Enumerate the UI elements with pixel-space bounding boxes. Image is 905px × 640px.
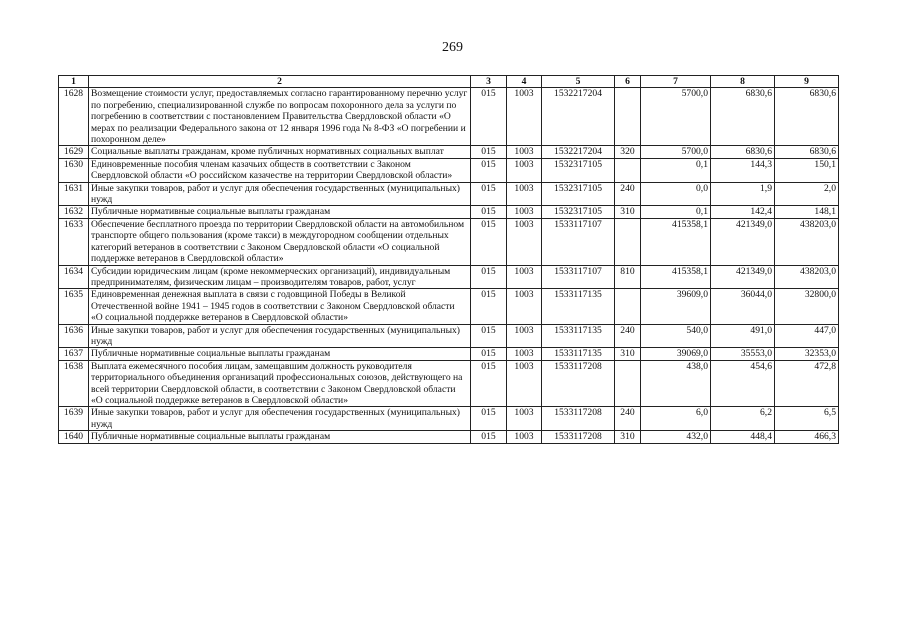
value-8: 421349,0 — [711, 218, 775, 265]
value-7: 0,1 — [641, 206, 711, 218]
value-7: 438,0 — [641, 360, 711, 407]
value-8: 6,2 — [711, 407, 775, 431]
column-header-5: 5 — [542, 76, 615, 88]
value-8: 36044,0 — [711, 289, 775, 324]
value-7: 415358,1 — [641, 218, 711, 265]
code-3: 015 — [471, 265, 507, 289]
row-description: Иные закупки товаров, работ и услуг для обеспечения государственных (муниципальных) нужд — [89, 407, 471, 431]
code-6: 240 — [615, 182, 641, 206]
code-5: 1533117208 — [542, 431, 615, 443]
code-6 — [615, 158, 641, 182]
code-6: 240 — [615, 324, 641, 348]
value-7: 432,0 — [641, 431, 711, 443]
code-5: 1533117135 — [542, 348, 615, 360]
row-description: Возмещение стоимости услуг, предоставляемых согласно гарантированному перечню услуг по погребению, специализированной службе по вопросам похоронного дела за услуги по погребению в соответствии с постановлением Правительства Свердловской области «О мерах по реализации Федерального закона от 12 января 1996 года № 8-ФЗ «О погребении и похоронном деле» — [89, 88, 471, 146]
code-5: 1533117135 — [542, 324, 615, 348]
value-9: 148,1 — [775, 206, 839, 218]
code-3: 015 — [471, 218, 507, 265]
code-4: 1003 — [507, 182, 542, 206]
value-7: 39069,0 — [641, 348, 711, 360]
code-5: 1533117208 — [542, 360, 615, 407]
row-description: Единовременные пособия членам казачьих обществ в соответствии с Законом Свердловской области «О российском казачестве на территории Свердловской области» — [89, 158, 471, 182]
value-9: 2,0 — [775, 182, 839, 206]
header-row — [59, 76, 839, 88]
table-row — [59, 218, 839, 265]
row-description: Иные закупки товаров, работ и услуг для обеспечения государственных (муниципальных) нужд — [89, 182, 471, 206]
value-9: 466,3 — [775, 431, 839, 443]
value-7: 0,0 — [641, 182, 711, 206]
value-8: 35553,0 — [711, 348, 775, 360]
code-6 — [615, 218, 641, 265]
row-description: Публичные нормативные социальные выплаты гражданам — [89, 431, 471, 443]
table-row — [59, 146, 839, 158]
code-3: 015 — [471, 360, 507, 407]
value-7: 0,1 — [641, 158, 711, 182]
row-number: 1634 — [59, 265, 89, 289]
row-number: 1635 — [59, 289, 89, 324]
code-3: 015 — [471, 431, 507, 443]
value-8: 491,0 — [711, 324, 775, 348]
code-3: 015 — [471, 146, 507, 158]
code-3: 015 — [471, 88, 507, 146]
code-4: 1003 — [507, 324, 542, 348]
value-8: 448,4 — [711, 431, 775, 443]
code-4: 1003 — [507, 407, 542, 431]
page-number: 269 — [442, 40, 463, 55]
table-row — [59, 206, 839, 218]
code-3: 015 — [471, 206, 507, 218]
code-4: 1003 — [507, 218, 542, 265]
value-9: 6,5 — [775, 407, 839, 431]
value-9: 438203,0 — [775, 265, 839, 289]
column-header-6: 6 — [615, 76, 641, 88]
value-7: 415358,1 — [641, 265, 711, 289]
table-row — [59, 265, 839, 289]
table-row — [59, 431, 839, 443]
code-6: 310 — [615, 348, 641, 360]
code-4: 1003 — [507, 431, 542, 443]
row-number: 1632 — [59, 206, 89, 218]
row-description: Единовременная денежная выплата в связи с годовщиной Победы в Великой Отечественной войне 1941 – 1945 годов в соответствии с Законом Свердловской области «О социальной поддержке ветеранов в Свердловской области» — [89, 289, 471, 324]
code-5: 1532317105 — [542, 206, 615, 218]
budget-table — [58, 75, 839, 444]
row-number: 1640 — [59, 431, 89, 443]
column-header-7: 7 — [641, 76, 711, 88]
value-9: 32800,0 — [775, 289, 839, 324]
row-description: Выплата ежемесячного пособия лицам, замещавшим должность руководителя территориального объединения организаций профессиональных союзов, действующего на всей территории Свердловской области, в соответствии с Законом Свердловской области «О социальной поддержке ветеранов в Свердловской области» — [89, 360, 471, 407]
code-6: 240 — [615, 407, 641, 431]
row-description: Обеспечение бесплатного проезда по территории Свердловской области на автомобильном транспорте общего пользования (кроме такси) в междугородном сообщении отдельных категорий ветеранов в соответствии с Законом Свердловской области «О социальной поддержке ветеранов в Свердловской области» — [89, 218, 471, 265]
code-6 — [615, 289, 641, 324]
code-3: 015 — [471, 182, 507, 206]
code-4: 1003 — [507, 88, 542, 146]
code-6: 810 — [615, 265, 641, 289]
code-4: 1003 — [507, 158, 542, 182]
code-6 — [615, 360, 641, 407]
row-number: 1639 — [59, 407, 89, 431]
value-7: 39609,0 — [641, 289, 711, 324]
table-body — [59, 88, 839, 443]
column-header-2: 2 — [89, 76, 471, 88]
row-description: Субсидии юридическим лицам (кроме некоммерческих организаций), индивидуальным предпринимателям, физическим лицам – производителям товаров, работ, услуг — [89, 265, 471, 289]
table-row — [59, 324, 839, 348]
value-7: 6,0 — [641, 407, 711, 431]
code-4: 1003 — [507, 360, 542, 407]
table-row — [59, 360, 839, 407]
table-row — [59, 88, 839, 146]
row-description: Публичные нормативные социальные выплаты гражданам — [89, 348, 471, 360]
value-7: 540,0 — [641, 324, 711, 348]
code-3: 015 — [471, 158, 507, 182]
row-number: 1630 — [59, 158, 89, 182]
code-6 — [615, 88, 641, 146]
row-number: 1637 — [59, 348, 89, 360]
code-6: 310 — [615, 206, 641, 218]
row-description: Социальные выплаты гражданам, кроме публичных нормативных социальных выплат — [89, 146, 471, 158]
row-description: Публичные нормативные социальные выплаты гражданам — [89, 206, 471, 218]
row-number: 1638 — [59, 360, 89, 407]
code-5: 1532317105 — [542, 182, 615, 206]
code-6: 310 — [615, 431, 641, 443]
table-row — [59, 158, 839, 182]
code-4: 1003 — [507, 348, 542, 360]
code-5: 1533117107 — [542, 265, 615, 289]
table-row — [59, 348, 839, 360]
column-header-4: 4 — [507, 76, 542, 88]
table-row — [59, 289, 839, 324]
value-9: 438203,0 — [775, 218, 839, 265]
code-5: 1532317105 — [542, 158, 615, 182]
value-8: 6830,6 — [711, 88, 775, 146]
value-9: 6830,6 — [775, 146, 839, 158]
code-3: 015 — [471, 324, 507, 348]
row-number: 1636 — [59, 324, 89, 348]
code-4: 1003 — [507, 289, 542, 324]
row-number: 1631 — [59, 182, 89, 206]
code-4: 1003 — [507, 265, 542, 289]
value-8: 454,6 — [711, 360, 775, 407]
code-5: 1532217204 — [542, 146, 615, 158]
row-description: Иные закупки товаров, работ и услуг для обеспечения государственных (муниципальных) нужд — [89, 324, 471, 348]
value-7: 5700,0 — [641, 146, 711, 158]
table-row — [59, 182, 839, 206]
code-5: 1533117107 — [542, 218, 615, 265]
code-4: 1003 — [507, 146, 542, 158]
row-number: 1628 — [59, 88, 89, 146]
value-8: 421349,0 — [711, 265, 775, 289]
table-row — [59, 407, 839, 431]
value-9: 32353,0 — [775, 348, 839, 360]
value-9: 472,8 — [775, 360, 839, 407]
column-header-9: 9 — [775, 76, 839, 88]
column-header-1: 1 — [59, 76, 89, 88]
code-3: 015 — [471, 407, 507, 431]
value-8: 144,3 — [711, 158, 775, 182]
row-number: 1629 — [59, 146, 89, 158]
value-8: 142,4 — [711, 206, 775, 218]
value-9: 6830,6 — [775, 88, 839, 146]
code-3: 015 — [471, 348, 507, 360]
code-6: 320 — [615, 146, 641, 158]
code-4: 1003 — [507, 206, 542, 218]
code-5: 1533117208 — [542, 407, 615, 431]
column-header-3: 3 — [471, 76, 507, 88]
value-9: 447,0 — [775, 324, 839, 348]
value-7: 5700,0 — [641, 88, 711, 146]
value-8: 1,9 — [711, 182, 775, 206]
value-9: 150,1 — [775, 158, 839, 182]
code-5: 1532217204 — [542, 88, 615, 146]
value-8: 6830,6 — [711, 146, 775, 158]
row-number: 1633 — [59, 218, 89, 265]
column-header-8: 8 — [711, 76, 775, 88]
code-3: 015 — [471, 289, 507, 324]
code-5: 1533117135 — [542, 289, 615, 324]
